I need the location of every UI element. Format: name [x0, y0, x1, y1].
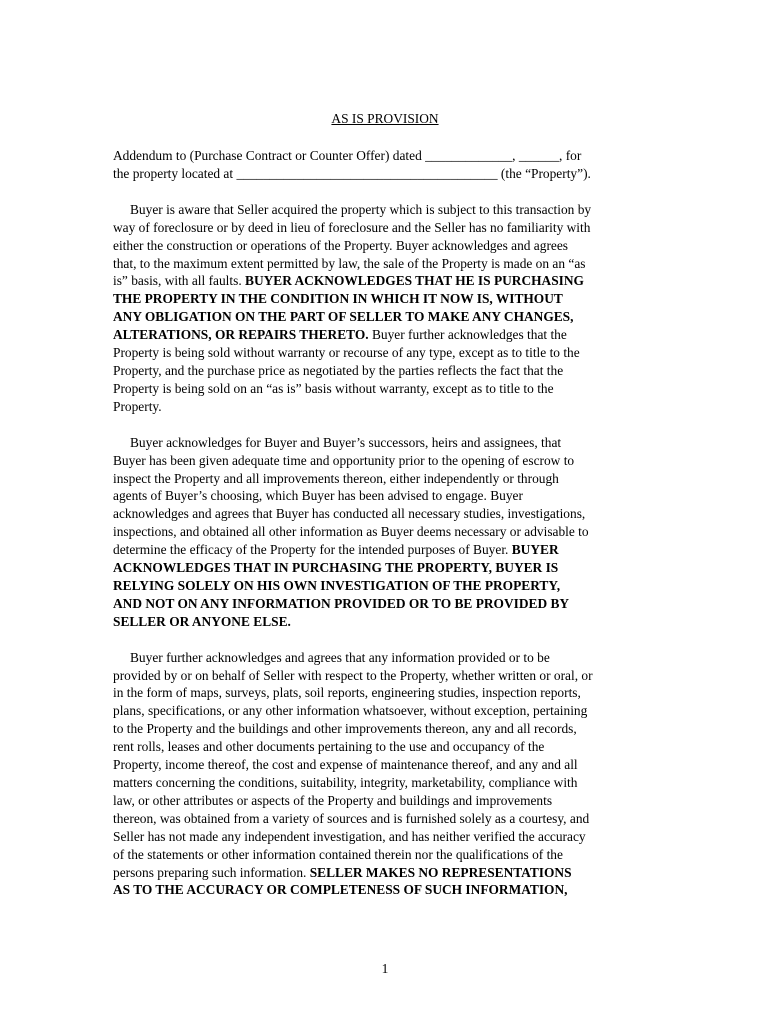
addendum-paragraph — [113, 147, 656, 183]
paragraph-line: law, or other attributes or aspects of the Property and buildings and improvements — [113, 792, 553, 808]
paragraph-line: way of foreclosure or by deed in lieu of foreclosure and the Seller has no familiarity with — [113, 219, 591, 235]
bold-line: AS TO THE ACCURACY OR COMPLETENESS OF SUCH INFORMATION, — [113, 882, 568, 898]
paragraph-line — [113, 272, 656, 290]
bold-line: ANY OBLIGATION ON THE PART OF SELLER TO MAKE ANY CHANGES, — [113, 309, 574, 325]
paragraph-line: either the construction or operations of the Property. Buyer acknowledges and agrees — [113, 237, 569, 253]
paragraph-line: Buyer has been given adequate time and opportunity prior to the opening of escrow to — [113, 452, 575, 468]
bold-line: THE PROPERTY IN THE CONDITION IN WHICH IT NOW IS, WITHOUT — [113, 291, 563, 307]
paragraph-as-is-sale — [113, 201, 656, 416]
paragraph-line: matters concerning the conditions, suitability, integrity, marketability, compliance with — [113, 775, 578, 790]
paragraph-line: Buyer acknowledges for Buyer and Buyer’s successors, heirs and assignees, that — [130, 434, 562, 450]
paragraph-line: inspect the Property and all improvements thereon, either independently or through — [113, 470, 559, 486]
paragraph-line — [113, 541, 656, 559]
bold-text: BUYER ACKNOWLEDGES THAT HE IS PURCHASING — [245, 273, 584, 289]
bold-text: ALTERATIONS, OR REPAIRS THERETO. — [113, 327, 369, 343]
paragraph-line: Property. — [113, 398, 162, 414]
paragraph-line: Buyer further acknowledges and agrees that any information provided or to be — [130, 649, 550, 665]
paragraph-line: rent rolls, leases and other documents pertaining to the use and occupancy of the — [113, 739, 545, 755]
paragraph-line: provided by or on behalf of Seller with respect to the Property, whether written or oral, or — [113, 667, 593, 683]
paragraph-line: Seller has not made any independent investigation, and has neither verified the accuracy — [113, 828, 586, 844]
paragraph-line: in the form of maps, surveys, plats, soil reports, engineering studies, inspection reports, — [113, 685, 581, 701]
bold-line: RELYING SOLELY ON HIS OWN INVESTIGATION OF THE PROPERTY, — [113, 577, 561, 593]
paragraph-line: Buyer is aware that Seller acquired the property which is subject to this transaction by — [130, 201, 592, 217]
paragraph-line: agents of Buyer’s choosing, which Buyer has been advised to engage. Buyer — [113, 488, 523, 504]
plain-text: is” basis, with all faults. — [113, 273, 246, 289]
document-body — [113, 147, 656, 917]
addendum-line: the property located at _______________________________________ (the “Property”). — [113, 165, 591, 181]
paragraph-line: acknowledges and agrees that Buyer has conducted all necessary studies, investigations, — [113, 506, 586, 522]
document-title: AS IS PROVISION — [331, 111, 439, 126]
paragraph-buyer-inspection — [113, 434, 656, 631]
paragraph-line — [113, 326, 656, 344]
paragraph-line — [113, 864, 656, 882]
addendum-line: Addendum to (Purchase Contract or Counter Offer) dated _____________, ______, for — [113, 148, 582, 163]
paragraph-line: that, to the maximum extent permitted by law, the sale of the Property is made on an “as — [113, 255, 586, 271]
paragraph-line: thereon, was obtained from a variety of sources and is furnished solely as a courtesy, and — [113, 810, 590, 826]
bold-line: ACKNOWLEDGES THAT IN PURCHASING THE PROPERTY, BUYER IS — [113, 560, 559, 576]
paragraph-line: Property is being sold on an “as is” basis without warranty, except as to title to the — [113, 380, 554, 396]
paragraph-line: Property is being sold without warranty or recourse of any type, except as to title to the — [113, 345, 580, 361]
bold-line: SELLER OR ANYONE ELSE. — [113, 613, 291, 629]
paragraph-information-disclaimer — [113, 649, 656, 900]
paragraph-line: to the Property and the buildings and other improvements thereon, any and all records, — [113, 721, 577, 737]
bold-text: SELLER MAKES NO REPRESENTATIONS — [309, 864, 572, 880]
paragraph-line: of the statements or other information contained therein nor the qualifications of the — [113, 846, 563, 862]
page-number: 1 — [381, 961, 389, 976]
paragraph-line: inspections, and obtained all other information as Buyer deems necessary or advisable to — [113, 524, 589, 540]
paragraph-line: Property, and the purchase price as negotiated by the parties reflects the fact that the — [113, 362, 564, 378]
plain-text: persons preparing such information. — [113, 864, 310, 880]
paragraph-line: Property, income thereof, the cost and expense of maintenance thereof, and any and all — [113, 757, 578, 773]
plain-text: determine the efficacy of the Property for the intended purposes of Buyer. — [113, 542, 512, 558]
paragraph-line: plans, specifications, or any other information whatsoever, without exception, pertaining — [113, 703, 588, 719]
bold-text: BUYER — [511, 542, 559, 558]
plain-text: Buyer further acknowledges that the — [368, 327, 567, 343]
bold-line: AND NOT ON ANY INFORMATION PROVIDED OR TO BE PROVIDED BY — [113, 595, 570, 611]
